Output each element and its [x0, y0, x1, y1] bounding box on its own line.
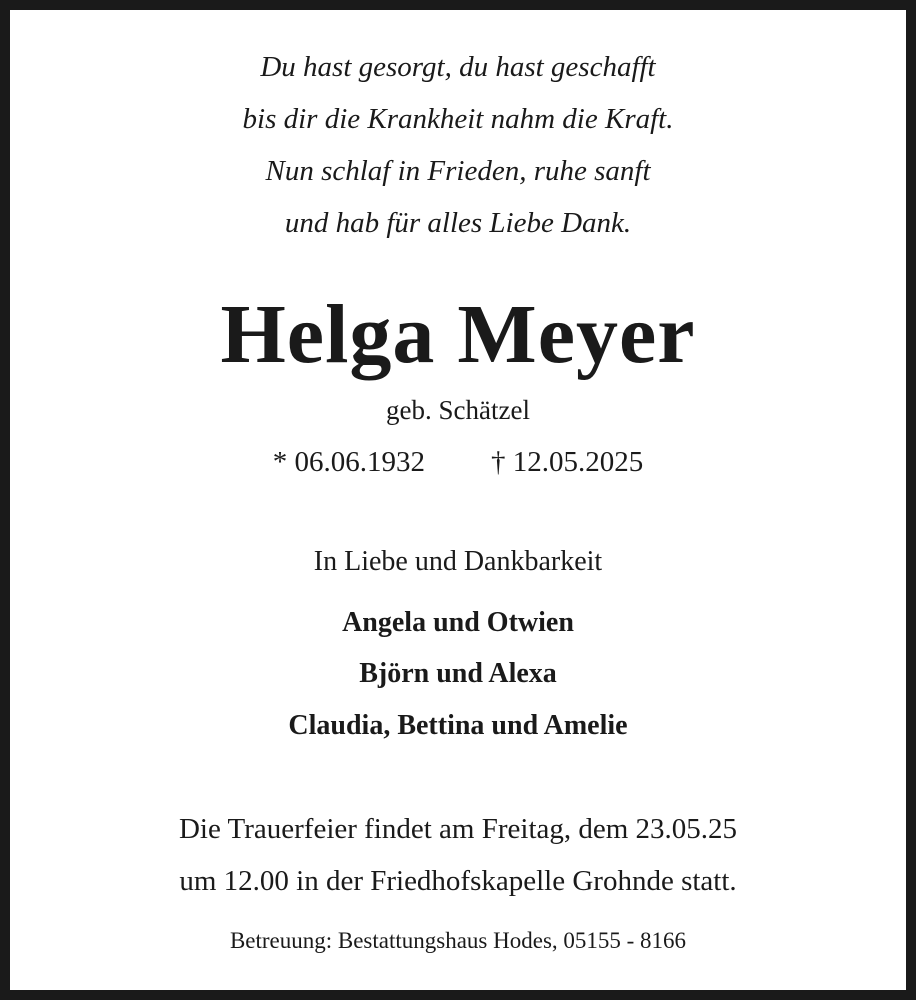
dedication: In Liebe und Dankbarkeit	[313, 546, 603, 577]
funeral-home-info: Betreuung: Bestattungshaus Hodes, 05155 - 8166	[229, 928, 687, 953]
ceremony-line-2: um 12.00 in der Friedhofskapelle Grohnde statt.	[179, 865, 737, 897]
poem-line-1: Du hast gesorgt, du hast geschafft	[260, 51, 656, 83]
life-dates	[10, 445, 906, 479]
poem-line-3: Nun schlaf in Frieden, ruhe sanft	[265, 155, 651, 187]
poem-line-4: und hab für alles Liebe Dank.	[284, 207, 632, 239]
death-date: † 12.05.2025	[491, 446, 644, 478]
family-line-1: Angela und Otwien	[342, 607, 574, 638]
birth-date: * 06.06.1932	[272, 446, 425, 478]
poem-line-2: bis dir die Krankheit nahm die Kraft.	[242, 103, 674, 135]
family-line-3: Claudia, Bettina und Amelie	[288, 710, 628, 741]
deceased-name: Helga Meyer	[220, 288, 696, 381]
family-line-2: Björn und Alexa	[359, 658, 557, 689]
birth-name: geb. Schätzel	[386, 395, 530, 425]
ceremony-line-1: Die Trauerfeier findet am Freitag, dem 23.05.25	[178, 813, 738, 845]
